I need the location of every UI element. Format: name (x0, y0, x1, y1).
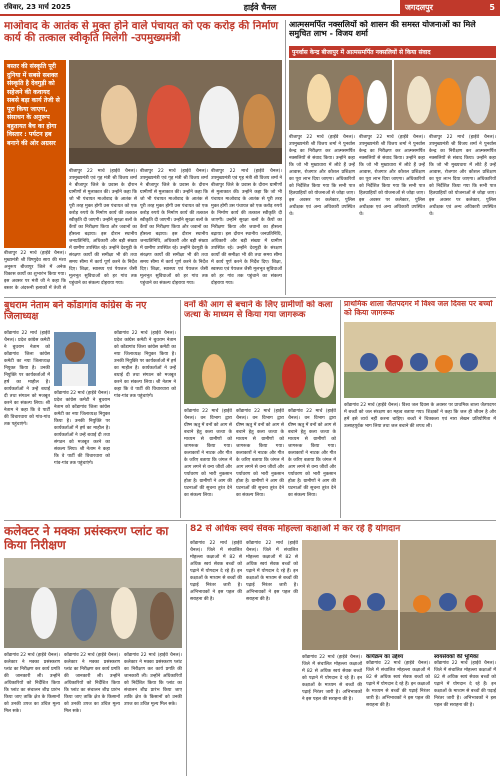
story3-body-col2: कोंडागांव 22 मार्च (हाईवे चैनल)। प्रदेश कांग्रेस कमेटी ने बुधराम नेताम को कोंडागांव जिला कांग्रेस कमेटी का नया जिलाध्यक्ष नियुक्त किया है। उनकी नियुक्ति पर कार्यकर्ताओं में हर्ष का माहौल है। कार्यकर्ताओं ने उन्हें बधाई दी तथा संगठन को मजबूत करने का संकल्प लिया। श्री नेताम ने कहा कि वे पार्टी की विचारधारा को गांव-गांव तक पहुंचाएंगे। (54, 391, 110, 466)
story6-body-col1: कोंडागांव 22 मार्च (हाईवे चैनल)। कलेक्टर ने मक्का प्रसंस्करण प्लांट का निरीक्षण कर कार्य प्रगति की जानकारी ली। उन्होंने अधिकारियों को निर्देशित किया कि प्लांट का संचालन शीघ्र प्रारंभ किया जाए ताकि क्षेत्र के किसानों को उनकी उपज का उचित मूल्य मिल सके। (4, 653, 60, 714)
story2-headline: आत्मसमर्पित नक्सलियों को शासन की समस्त योजनाओं का मिले समुचित लाभ - विजय शर्मा (289, 20, 476, 39)
story7-body-col1: कोंडागांव 22 मार्च (हाईवे चैनल)। जिले में संचालित मोहल्ला कक्षाओं में 82 से अधिक स्वयं सेवक बच्चों को पढ़ाने में योगदान दे रहे हैं। इन कक्षाओं के माध्यम से बच्चों की पढ़ाई निरंतर जारी है। अभिभावकों ने इस पहल की सराहना की है। (190, 541, 242, 602)
page-number: 5 (489, 2, 495, 12)
story7-photos (302, 540, 496, 650)
story6-photo (4, 558, 182, 648)
story7-subhead-1: कार्यक्रम का उद्देश्य (366, 654, 404, 660)
story1-sidebar (4, 60, 66, 248)
story7-body-col2: कोंडागांव 22 मार्च (हाईवे चैनल)। जिले में संचालित मोहल्ला कक्षाओं में 82 से अधिक स्वयं सेवक बच्चों को पढ़ाने में योगदान दे रहे हैं। इन कक्षाओं के माध्यम से बच्चों की पढ़ाई निरंतर जारी है। अभिभावकों ने इस पहल की सराहना की है। (246, 541, 298, 602)
story1-sidebar-text: बस्तर की संस्कृति पूरी दुनिया में सबसे सशक्त संस्कृति है देवगुड़ी को सहेजने की कवायद सबसे बड़ा कार्य तेजी से पूरा किया जाएगा, संसाधन के अनुरूप बहुतायत बैच का होगा विस्तार : पर्यटन हब बनाने की ओर अग्रसर (7, 63, 60, 147)
story6-body-col3: कोंडागांव 22 मार्च (हाईवे चैनल)। कलेक्टर ने मक्का प्रसंस्करण प्लांट का निरीक्षण कर कार्य प्रगति की जानकारी ली। उन्होंने अधिकारियों को निर्देशित किया कि प्लांट का संचालन शीघ्र प्रारंभ किया जाए ताकि क्षेत्र के किसानों को उनकी उपज का उचित मूल्य मिल सके। (124, 653, 182, 707)
story1-body-col2: बीजापुर 22 मार्च (हाईवे चैनल)। उपमुख्यमंत्री एवं गृह मंत्री श्री विजय शर्मा ने बीजापुर जिले के प्रवास के दौरान ग्रामीणों से मुलाकात की। उन्होंने कहा कि जो भी पंचायत माओवाद के आतंक से पूरी तरह मुक्त होगी उस पंचायत को एक करोड़ रुपये के निर्माण कार्य की तत्काल स्वीकृति दी जाएगी। उन्होंने सुरक्षा बलों के कैंपों का निरीक्षण किया और जवानों का हौसला बढ़ाया। इस दौरान स्थानीय जनप्रतिनिधि, अधिकारी और बड़ी संख्या में ग्रामीण उपस्थित रहे। उन्होंने देवगुड़ी के संरक्षण कार्यों की समीक्षा भी की तथा समय सीमा में कार्य पूर्ण करने के निर्देश दिए। शिक्षा, स्वास्थ्य एवं पेयजल जैसी मूलभूत सुविधाओं को हर गांव तक पहुंचाने का संकल्प दोहराया गया। (140, 169, 208, 286)
story7-subsection-2 (434, 654, 496, 776)
story2-banner: पुनर्वास केन्द्र बीजापुर में आत्मसमर्पित नक्सलियों से किया संवाद (289, 46, 496, 58)
masthead (0, 0, 500, 16)
story7-headline: 82 से अधिक स्वयं सेवक मोहल्ला कक्षाओं में कर रहे हैं योगदान (190, 524, 401, 534)
story4-body-col1: कोंडागांव 22 मार्च (हाईवे चैनल)। वन विभाग द्वारा ग्रीष्म ऋतु में वनों को आग से बचाने हेतु कला जत्था के माध्यम से ग्रामीणों को जागरूक किया गया। कलाकारों ने नाटक और गीत के जरिए बताया कि जंगल में आग लगने से वन्य जीवों और पर्यावरण को भारी नुकसान होता है। ग्रामीणों ने आग की घटनाओं की सूचना तुरंत देने का संकल्प लिया। (184, 409, 232, 498)
newspaper-name: हाईवे चैनल (243, 2, 277, 12)
story5-headline: प्राथमिक शाला जैतपदगर में विश्व जल दिवस पर बच्चों को किया जागरूक (344, 300, 493, 317)
story7-photo-1 (302, 540, 398, 650)
city-name: जगदलपुर (405, 2, 433, 12)
story1-photo (69, 60, 282, 164)
issue-date: रविवार, 23 मार्च 2025 (4, 2, 71, 11)
story3-portrait (54, 332, 96, 386)
edition-city (400, 0, 500, 15)
story2-photo-1 (289, 60, 392, 130)
story7-sub-body-2: कोंडागांव 22 मार्च (हाईवे चैनल)। जिले में संचालित मोहल्ला कक्षाओं में 82 से अधिक स्वयं सेवक बच्चों को पढ़ाने में योगदान दे रहे हैं। इन कक्षाओं के माध्यम से बच्चों की पढ़ाई निरंतर जारी है। अभिभावकों ने इस पहल की सराहना की है। (434, 661, 496, 709)
story5-body: कोंडागांव 22 मार्च (हाईवे चैनल)। विश्व जल दिवस के अवसर पर प्राथमिक शाला जैतपदगर में बच्चों को जल संरक्षण का महत्व बताया गया। शिक्षकों ने कहा कि जल ही जीवन है और हमें इसे व्यर्थ नहीं करना चाहिए। बच्चों ने चित्रकला एवं नारा लेखन प्रतियोगिता में उत्साहपूर्वक भाग लिया तथा जल बचाने की शपथ ली। (344, 403, 496, 429)
story2-body-col1: बीजापुर 22 मार्च (हाईवे चैनल)। उपमुख्यमंत्री श्री विजय शर्मा ने पुनर्वास केन्द्र का निरीक्षण कर आत्मसमर्पित नक्सलियों से संवाद किया। उन्होंने कहा कि जो भी मुख्यधारा में लौटे हैं उन्हें आवास, रोजगार और कौशल प्रशिक्षण का पूरा लाभ दिया जाएगा। अधिकारियों को निर्देशित किया गया कि सभी पात्र हितग्राहियों को योजनाओं से जोड़ा जाए। इस अवसर पर कलेक्टर, पुलिस अधीक्षक एवं अन्य अधिकारी उपस्थित थे। (289, 135, 355, 217)
story7-photo-2 (400, 540, 496, 650)
story7-subsection-1 (366, 654, 430, 776)
story6-headline: कलेक्टर ने मक्का प्रसंस्करण प्लांट का किया निरीक्षण (4, 524, 169, 553)
story3-body-col1: कोंडागांव 22 मार्च (हाईवे चैनल)। प्रदेश कांग्रेस कमेटी ने बुधराम नेताम को कोंडागांव जिला कांग्रेस कमेटी का नया जिलाध्यक्ष नियुक्त किया है। उनकी नियुक्ति पर कार्यकर्ताओं में हर्ष का माहौल है। कार्यकर्ताओं ने उन्हें बधाई दी तथा संगठन को मजबूत करने का संकल्प लिया। श्री नेताम ने कहा कि वे पार्टी की विचारधारा को गांव-गांव तक पहुंचाएंगे। (4, 331, 50, 427)
story2-body-col3: बीजापुर 22 मार्च (हाईवे चैनल)। उपमुख्यमंत्री श्री विजय शर्मा ने पुनर्वास केन्द्र का निरीक्षण कर आत्मसमर्पित नक्सलियों से संवाद किया। उन्होंने कहा कि जो भी मुख्यधारा में लौटे हैं उन्हें आवास, रोजगार और कौशल प्रशिक्षण का पूरा लाभ दिया जाएगा। अधिकारियों को निर्देशित किया गया कि सभी पात्र हितग्राहियों को योजनाओं से जोड़ा जाए। इस अवसर पर कलेक्टर, पुलिस अधीक्षक एवं अन्य अधिकारी उपस्थित थे। (429, 135, 496, 217)
story4-photo (184, 336, 336, 404)
story4-headline: वनों की आग से बचाने के लिए ग्रामीणों को कला जत्था के माध्यम से किया गया जागरूक (184, 300, 333, 321)
story1-sidebar-body: बीजापुर 22 मार्च (हाईवे चैनल)। मुख्यमंत्री श्री विष्णुदेव साय की मंशा अनुरूप बीजापुर जिले में अनेक विकास कार्यों का शुभारंभ किया गया। इस अवसर पर मंत्री जी ने कहा कि बस्तर के अंदरूनी इलाकों में तेजी से (4, 251, 66, 290)
story3-body-col3: कोंडागांव 22 मार्च (हाईवे चैनल)। प्रदेश कांग्रेस कमेटी ने बुधराम नेताम को कोंडागांव जिला कांग्रेस कमेटी का नया जिलाध्यक्ष नियुक्त किया है। उनकी नियुक्ति पर कार्यकर्ताओं में हर्ष का माहौल है। कार्यकर्ताओं ने उन्हें बधाई दी तथा संगठन को मजबूत करने का संकल्प लिया। श्री नेताम ने कहा कि वे पार्टी की विचारधारा को गांव-गांव तक पहुंचाएंगे। (114, 331, 176, 399)
story2-body-col2: बीजापुर 22 मार्च (हाईवे चैनल)। उपमुख्यमंत्री श्री विजय शर्मा ने पुनर्वास केन्द्र का निरीक्षण कर आत्मसमर्पित नक्सलियों से संवाद किया। उन्होंने कहा कि जो भी मुख्यधारा में लौटे हैं उन्हें आवास, रोजगार और कौशल प्रशिक्षण का पूरा लाभ दिया जाएगा। अधिकारियों को निर्देशित किया गया कि सभी पात्र हितग्राहियों को योजनाओं से जोड़ा जाए। इस अवसर पर कलेक्टर, पुलिस अधीक्षक एवं अन्य अधिकारी उपस्थित थे। (359, 135, 425, 217)
story7-sub-body-1: कोंडागांव 22 मार्च (हाईवे चैनल)। जिले में संचालित मोहल्ला कक्षाओं में 82 से अधिक स्वयं सेवक बच्चों को पढ़ाने में योगदान दे रहे हैं। इन कक्षाओं के माध्यम से बच्चों की पढ़ाई निरंतर जारी है। अभिभावकों ने इस पहल की सराहना की है। (366, 661, 430, 709)
story1-body-col1: बीजापुर 22 मार्च (हाईवे चैनल)। उपमुख्यमंत्री एवं गृह मंत्री श्री विजय शर्मा ने बीजापुर जिले के प्रवास के दौरान ग्रामीणों से मुलाकात की। उन्होंने कहा कि जो भी पंचायत माओवाद के आतंक से पूरी तरह मुक्त होगी उस पंचायत को एक करोड़ रुपये के निर्माण कार्य की तत्काल स्वीकृति दी जाएगी। उन्होंने सुरक्षा बलों के कैंपों का निरीक्षण किया और जवानों का हौसला बढ़ाया। इस दौरान स्थानीय जनप्रतिनिधि, अधिकारी और बड़ी संख्या में ग्रामीण उपस्थित रहे। उन्होंने देवगुड़ी के संरक्षण कार्यों की समीक्षा भी की तथा समय सीमा में कार्य पूर्ण करने के निर्देश दिए। शिक्षा, स्वास्थ्य एवं पेयजल जैसी मूलभूत सुविधाओं को हर गांव तक पहुंचाने का संकल्प दोहराया गया। (69, 169, 137, 286)
story1-headline: माओवाद के आतंक से मुक्त होने वाले पंचायत को एक करोड़ की निर्माण कार्य की तत्काल स्वीकृति मिलेगी -उपमुख्यमंत्री (4, 20, 279, 45)
story4-body-col2: कोंडागांव 22 मार्च (हाईवे चैनल)। वन विभाग द्वारा ग्रीष्म ऋतु में वनों को आग से बचाने हेतु कला जत्था के माध्यम से ग्रामीणों को जागरूक किया गया। कलाकारों ने नाटक और गीत के जरिए बताया कि जंगल में आग लगने से वन्य जीवों और पर्यावरण को भारी नुकसान होता है। ग्रामीणों ने आग की घटनाओं की सूचना तुरंत देने का संकल्प लिया। (236, 409, 284, 498)
story2-photo-2 (394, 60, 496, 130)
story4-body-col3: कोंडागांव 22 मार्च (हाईवे चैनल)। वन विभाग द्वारा ग्रीष्म ऋतु में वनों को आग से बचाने हेतु कला जत्था के माध्यम से ग्रामीणों को जागरूक किया गया। कलाकारों ने नाटक और गीत के जरिए बताया कि जंगल में आग लगने से वन्य जीवों और पर्यावरण को भारी नुकसान होता है। ग्रामीणों ने आग की घटनाओं की सूचना तुरंत देने का संकल्प लिया। (288, 409, 336, 498)
story3-headline: बुधराम नेताम बने कोंडागांव कांग्रेस के नए जिलाध्यक्ष (4, 300, 147, 323)
story1-body-col3b: बीजापुर 22 मार्च (हाईवे चैनल)। उपमुख्यमंत्री एवं गृह मंत्री श्री विजय शर्मा ने बीजापुर जिले के प्रवास के दौरान ग्रामीणों से मुलाकात की। उन्होंने कहा कि जो भी पंचायत माओवाद के आतंक से पूरी तरह मुक्त होगी उस पंचायत को एक करोड़ रुपये के निर्माण कार्य की तत्काल स्वीकृति दी जाएगी। उन्होंने सुरक्षा बलों के कैंपों का निरीक्षण किया और जवानों का हौसला बढ़ाया। इस दौरान स्थानीय जनप्रतिनिधि, अधिकारी और बड़ी संख्या में ग्रामीण उपस्थित रहे। उन्होंने देवगुड़ी के संरक्षण कार्यों की समीक्षा भी की तथा समय सीमा में कार्य पूर्ण करने के निर्देश दिए। शिक्षा, स्वास्थ्य एवं पेयजल जैसी मूलभूत सुविधाओं को हर गांव तक पहुंचाने का संकल्प दोहराया गया। (211, 169, 282, 286)
story7-body-col3: कोंडागांव 22 मार्च (हाईवे चैनल)। जिले में संचालित मोहल्ला कक्षाओं में 82 से अधिक स्वयं सेवक बच्चों को पढ़ाने में योगदान दे रहे हैं। इन कक्षाओं के माध्यम से बच्चों की पढ़ाई निरंतर जारी है। अभिभावकों ने इस पहल की सराहना की है। (302, 655, 362, 702)
story6-body-col2: कोंडागांव 22 मार्च (हाईवे चैनल)। कलेक्टर ने मक्का प्रसंस्करण प्लांट का निरीक्षण कर कार्य प्रगति की जानकारी ली। उन्होंने अधिकारियों को निर्देशित किया कि प्लांट का संचालन शीघ्र प्रारंभ किया जाए ताकि क्षेत्र के किसानों को उनकी उपज का उचित मूल्य मिल सके। (64, 653, 120, 714)
story7-subhead-2: स्वयंसेवकों की भूमिका (434, 654, 479, 660)
story5-photo (344, 322, 496, 398)
